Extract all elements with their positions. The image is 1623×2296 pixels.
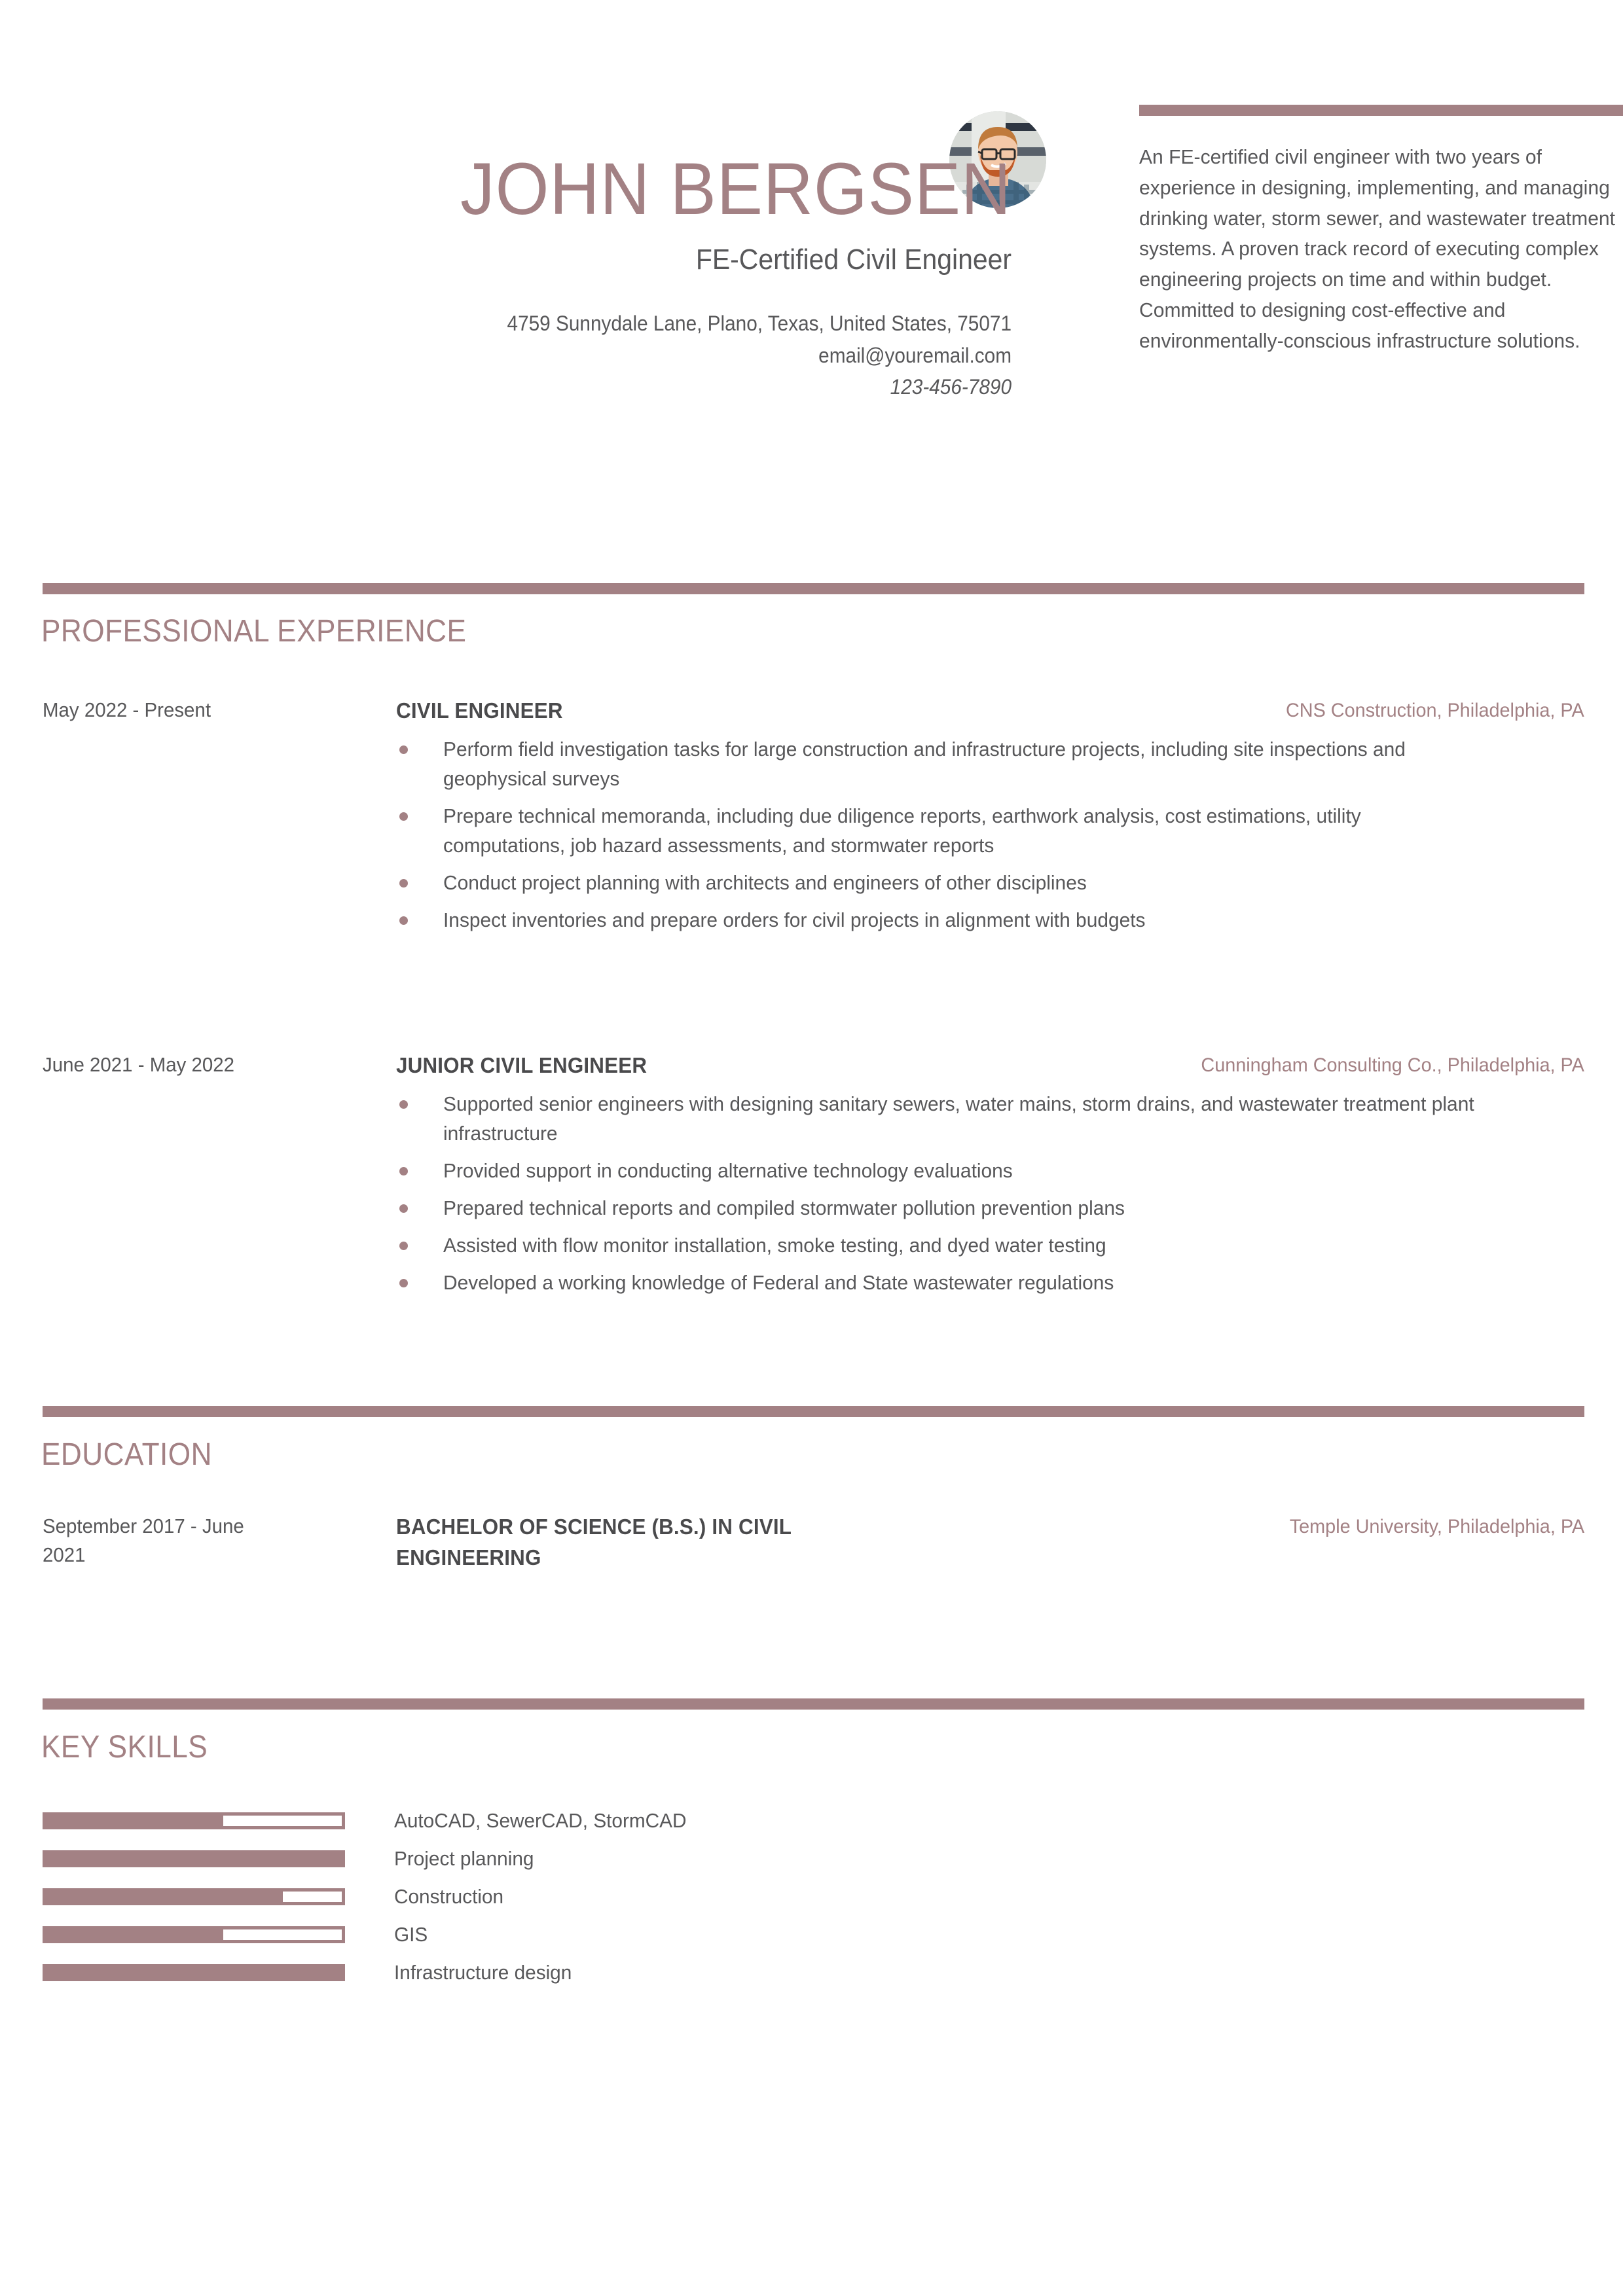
entry-organization: Cunningham Consulting Co., Philadelphia, PA	[1201, 1054, 1584, 1076]
skill-label: GIS	[394, 1923, 428, 1946]
bullet-text: Inspect inventories and prepare orders for civil projects in alignment with budgets	[443, 908, 1146, 931]
skill-label: Project planning	[394, 1847, 534, 1870]
list-item	[43, 1268, 1584, 1298]
list-item	[43, 906, 1584, 935]
summary-text: An FE-certified civil engineer with two years of experience in designing, implementing, and managing drinking water, storm sewer, and wastewater treatment systems. A proven track record of executing complex engineering projects on time and within budget. Committed to designing cost-effective and environmentally-conscious infrastructure solutions.	[1139, 145, 1616, 352]
skill-bar-remainder	[223, 1929, 342, 1940]
entry-header	[43, 1050, 1584, 1081]
skill-row	[43, 1957, 1584, 1995]
experience-entry-1	[43, 696, 1584, 943]
list-item	[43, 1157, 1584, 1186]
entry-role: BACHELOR OF SCIENCE (B.S.) IN CIVIL ENGINEERING	[396, 1515, 792, 1570]
summary-column	[1139, 105, 1623, 357]
list-item	[43, 735, 1584, 794]
skill-row	[43, 1881, 1584, 1919]
contact-email[interactable]: email@youremail.com	[818, 343, 1012, 367]
contact-block	[43, 276, 1012, 403]
job-title: FE-Certified Civil Engineer	[695, 243, 1012, 276]
entry-date: May 2022 - Present	[43, 698, 211, 721]
header-identity-block	[43, 105, 1012, 403]
entry-header	[43, 1512, 1584, 1570]
skill-level-bar	[43, 1964, 345, 1981]
bullet-text: Supported senior engineers with designing sanitary sewers, water mains, storm drains, and wastewater treatment plant infrastructure	[443, 1092, 1474, 1145]
contact-address: 4759 Sunnydale Lane, Plano, Texas, United States, 75071	[507, 312, 1012, 336]
skills-list	[43, 1805, 1584, 1995]
list-item	[43, 869, 1584, 898]
page-title: JOHN BERGSEN	[460, 148, 1012, 230]
bullet-text: Prepare technical memoranda, including due diligence reports, earthwork analysis, cost estimations, utility computations, job hazard assessments, and stormwater reports	[443, 804, 1361, 857]
skill-row	[43, 1843, 1584, 1881]
bullet-text: Perform field investigation tasks for large construction and infrastructure projects, including site inspections and geophysical surveys	[443, 738, 1406, 790]
entry-bullet-list	[43, 1090, 1584, 1298]
resume-header	[43, 105, 1616, 563]
skill-level-bar	[43, 1850, 345, 1867]
education-entry-1	[43, 1512, 1584, 1570]
entry-date: September 2017 - June 2021	[43, 1515, 244, 1567]
entry-organization: CNS Construction, Philadelphia, PA	[1286, 700, 1584, 721]
skill-level-bar	[43, 1812, 345, 1829]
skill-row	[43, 1805, 1584, 1843]
skill-row	[43, 1919, 1584, 1957]
summary-accent-rule	[1139, 105, 1623, 116]
entry-organization: Temple University, Philadelphia, PA	[1289, 1516, 1584, 1537]
entry-role: CIVIL ENGINEER	[396, 698, 563, 723]
skill-level-bar	[43, 1926, 345, 1943]
bullet-text: Provided support in conducting alternative technology evaluations	[443, 1158, 1013, 1182]
entry-role: JUNIOR CIVIL ENGINEER	[396, 1053, 647, 1077]
section-title-education: EDUCATION	[41, 1437, 212, 1472]
skill-label: Infrastructure design	[394, 1961, 572, 1984]
list-item	[43, 1231, 1584, 1261]
skill-level-bar	[43, 1888, 345, 1905]
entry-date: June 2021 - May 2022	[43, 1053, 235, 1076]
list-item	[43, 1090, 1584, 1149]
contact-phone[interactable]: 123-456-7890	[890, 375, 1012, 399]
skills-section-rule	[43, 1698, 1584, 1710]
skill-bar-remainder	[283, 1892, 342, 1902]
section-title-experience: PROFESSIONAL EXPERIENCE	[41, 614, 467, 649]
experience-section-rule	[43, 583, 1584, 594]
bullet-text: Prepared technical reports and compiled stormwater pollution prevention plans	[443, 1196, 1125, 1219]
bullet-text: Assisted with flow monitor installation, smoke testing, and dyed water testing	[443, 1233, 1106, 1257]
skill-label: AutoCAD, SewerCAD, StormCAD	[394, 1809, 687, 1832]
list-item	[43, 802, 1584, 861]
experience-entry-2	[43, 1050, 1584, 1306]
entry-header	[43, 696, 1584, 726]
section-title-skills: KEY SKILLS	[41, 1730, 208, 1765]
skill-label: Construction	[394, 1885, 504, 1908]
bullet-text: Developed a working knowledge of Federal and State wastewater regulations	[443, 1270, 1114, 1294]
bullet-text: Conduct project planning with architects and engineers of other disciplines	[443, 870, 1087, 894]
skill-bar-remainder	[223, 1816, 342, 1826]
list-item	[43, 1194, 1584, 1223]
entry-bullet-list	[43, 735, 1584, 935]
education-section-rule	[43, 1406, 1584, 1417]
